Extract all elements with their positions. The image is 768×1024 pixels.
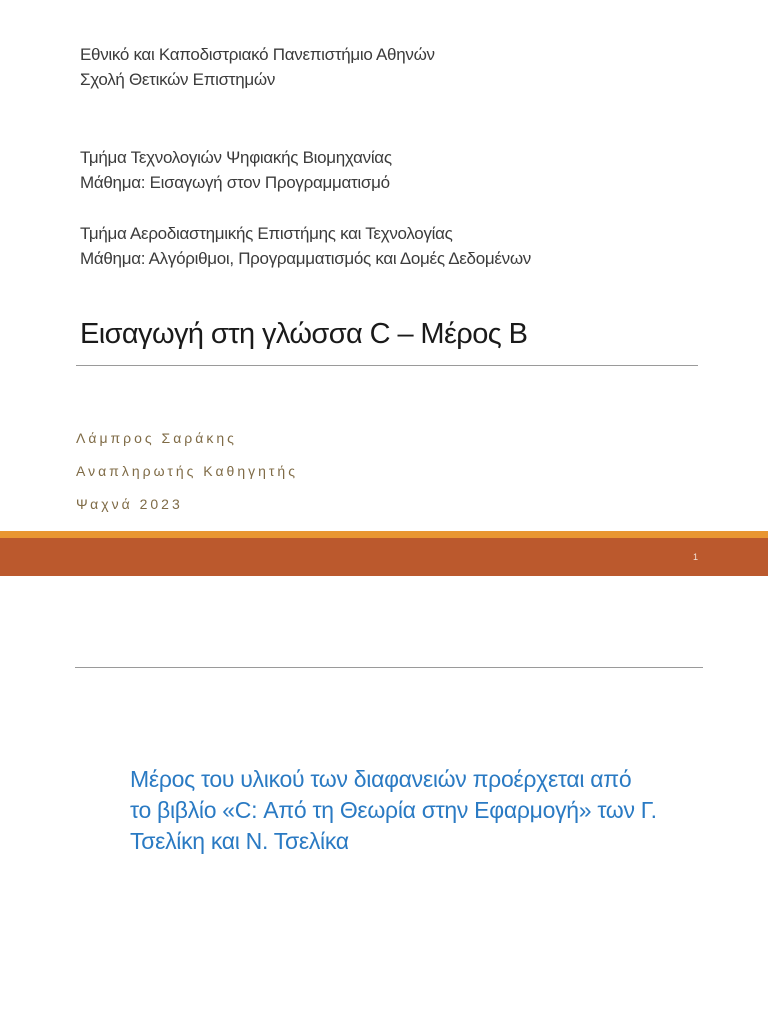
page-number: 1 bbox=[692, 552, 698, 562]
slide-title: Εισαγωγή στη γλώσσα C – Μέρος B bbox=[80, 318, 528, 350]
source-note-line: Τσελίκη και Ν. Τσελίκα bbox=[130, 828, 349, 854]
author-position: Αναπληρωτής Καθηγητής bbox=[76, 463, 298, 479]
school-name: Σχολή Θετικών Επιστημών bbox=[80, 70, 276, 89]
header-divider bbox=[75, 667, 703, 668]
university-name: Εθνικό και Καποδιστριακό Πανεπιστήμιο Αθηνών bbox=[80, 45, 435, 64]
slide-2 bbox=[0, 576, 768, 1024]
author-name: Λάμπρος Σαράκης bbox=[76, 430, 237, 446]
department-block-2 bbox=[80, 221, 720, 271]
institution-block bbox=[80, 42, 720, 92]
title-divider bbox=[76, 365, 698, 366]
course-name: Μάθημα: Εισαγωγή στον Προγραμματισμό bbox=[80, 173, 390, 192]
source-note-line: το βιβλίο «C: Από τη Θεωρία στην Εφαρμογή» των Γ. bbox=[130, 797, 657, 823]
source-note-line: Μέρος του υλικού των διαφανειών προέρχεται από bbox=[130, 766, 632, 792]
course-name: Μάθημα: Αλγόριθμοι, Προγραμματισμός και Δομές Δεδομένων bbox=[80, 249, 532, 268]
source-note bbox=[130, 764, 710, 857]
department-block-1 bbox=[80, 145, 720, 195]
footer-accent-stripe bbox=[0, 531, 768, 538]
department-name: Τμήμα Τεχνολογιών Ψηφιακής Βιομηχανίας bbox=[80, 148, 392, 167]
department-name: Τμήμα Αεροδιαστημικής Επιστήμης και Τεχνολογίας bbox=[80, 224, 453, 243]
presentation-date: Ψαχνά 2023 bbox=[76, 496, 183, 512]
footer-bar bbox=[0, 538, 768, 576]
